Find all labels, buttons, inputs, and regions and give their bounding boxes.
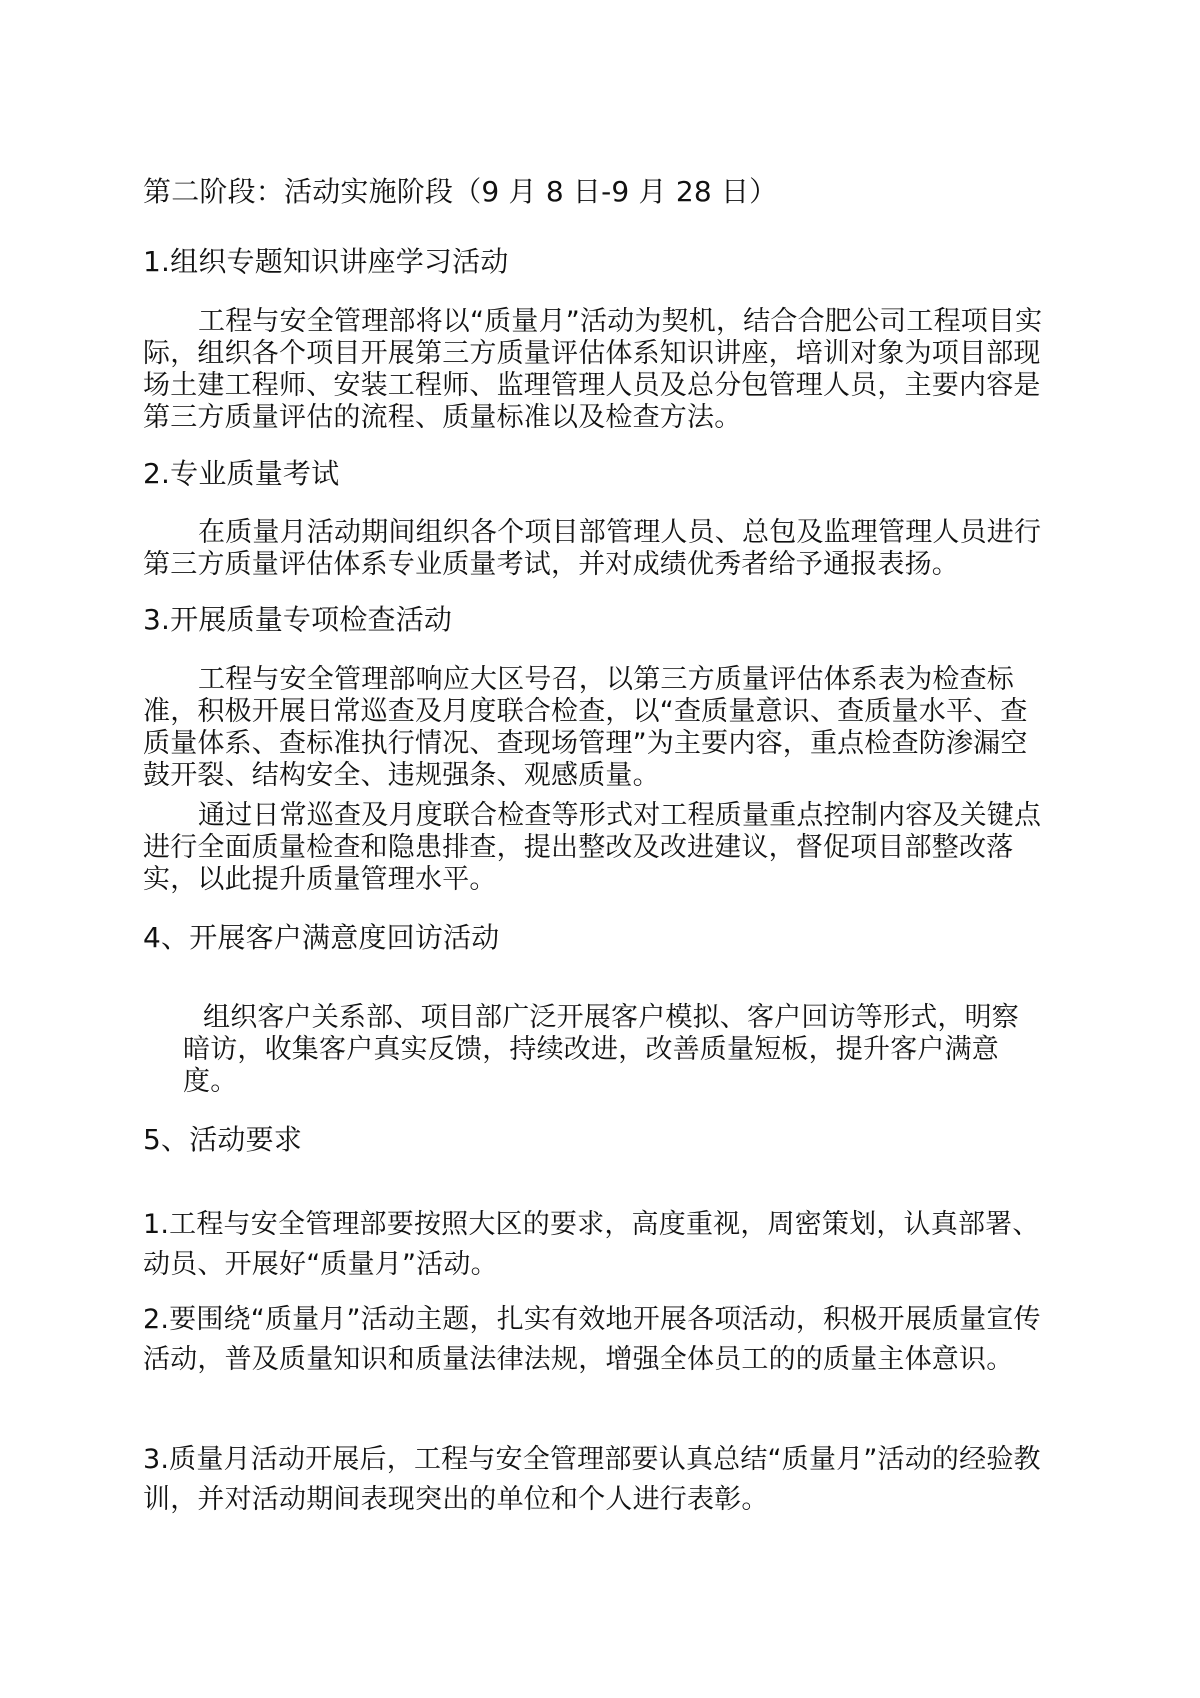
section-4-paragraph-1: 组织客户关系部、项目部广泛开展客户模拟、客户回访等形式，明察暗访，收集客户真实反馈，持续改进，改善质量短板，提升客户满意度。 xyxy=(183,1002,1019,1097)
section-title-3: 3.开展质量专项检查活动 xyxy=(143,603,453,636)
requirement-3: 3.质量月活动开展后，工程与安全管理部要认真总结“质量月”活动的经验教训，并对活动期间表现突出的单位和个人进行表彰。 xyxy=(143,1444,1041,1515)
requirement-1: 1.工程与安全管理部要按照大区的要求，高度重视，周密策划，认真部署、动员、开展好“质量月”活动。 xyxy=(143,1209,1040,1280)
section-title-1: 1.组织专题知识讲座学习活动 xyxy=(143,245,509,278)
requirement-2: 2.要围绕“质量月”活动主题，扎实有效地开展各项活动，积极开展质量宣传活动，普及质量知识和质量法律法规，增强全体员工的的质量主体意识。 xyxy=(143,1304,1041,1375)
stage-heading: 第二阶段：活动实施阶段（9 月 8 日-9 月 28 日） xyxy=(143,175,778,208)
section-3-paragraph-1: 工程与安全管理部响应大区号召，以第三方质量评估体系表为检查标准，积极开展日常巡查及月度联合检查，以“查质量意识、查质量水平、查质量体系、查标准执行情况、查现场管理”为主要内容，重点检查防渗漏空鼓开裂、结构安全、违规强条、观感质量。 xyxy=(143,664,1028,791)
section-2-paragraph-1: 在质量月活动期间组织各个项目部管理人员、总包及监理管理人员进行第三方质量评估体系专业质量考试，并对成绩优秀者给予通报表扬。 xyxy=(143,517,1042,580)
section-title-4: 4、开展客户满意度回访活动 xyxy=(143,921,500,954)
section-3-paragraph-2: 通过日常巡查及月度联合检查等形式对工程质量重点控制内容及关键点进行全面质量检查和隐患排查，提出整改及改进建议，督促项目部整改落实，以此提升质量管理水平。 xyxy=(143,800,1042,895)
section-title-2: 2.专业质量考试 xyxy=(143,457,340,490)
section-title-5: 5、活动要求 xyxy=(143,1123,303,1156)
section-1-paragraph-1: 工程与安全管理部将以“质量月”活动为契机，结合合肥公司工程项目实际，组织各个项目开展第三方质量评估体系知识讲座，培训对象为项目部现场土建工程师、安装工程师、监理管理人员及总分包管理人员，主要内容是第三方质量评估的流程、质量标准以及检查方法。 xyxy=(143,306,1043,433)
